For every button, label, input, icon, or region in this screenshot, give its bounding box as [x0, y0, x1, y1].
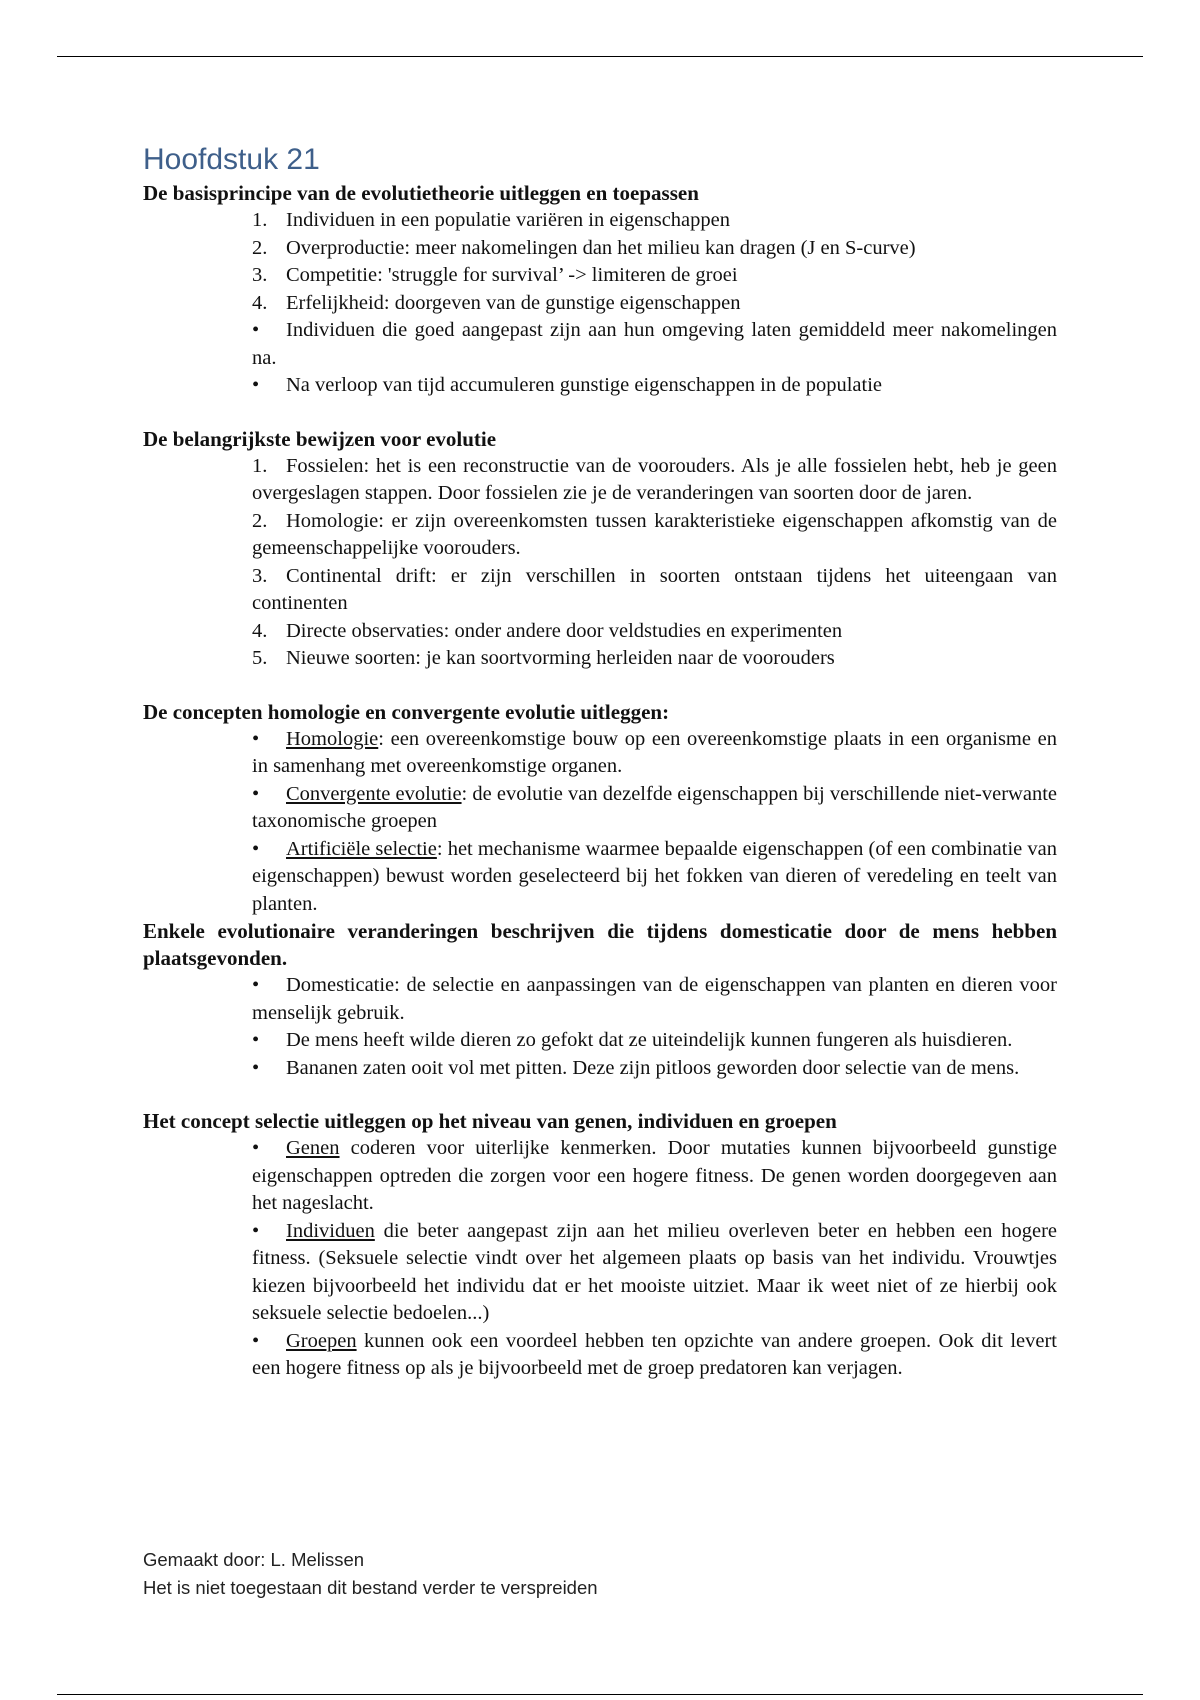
section-heading: De concepten homologie en convergente evolutie uitleggen:: [143, 699, 670, 724]
page-title: Hoofdstuk 21: [143, 143, 320, 176]
list-item: • De mens heeft wilde dieren zo gefokt dat ze uiteindelijk kunnen fungeren als huisdieren.: [252, 1029, 1013, 1051]
list-item: 2. Overproductie: meer nakomelingen dan het milieu kan dragen (J en S-curve): [252, 236, 916, 259]
header-rule: [57, 56, 1143, 57]
section-evidence: [143, 426, 1057, 673]
list-item: 2. Homologie: er zijn overeenkomsten tussen karakteristieke eigenschappen afkomstig van de gemeenschappelijke voorouders.: [252, 509, 1057, 559]
footer-rule: [57, 1694, 1143, 1695]
section-domestication: [143, 918, 1057, 1082]
term: Convergente evolutie: [286, 782, 462, 805]
section-concepts: [143, 699, 1057, 919]
term: Artificiële selectie: [286, 837, 437, 860]
document-page: [143, 140, 1057, 1409]
list-item: • Genen coderen voor uiterlijke kenmerken. Door mutaties kunnen bijvoorbeeld gunstige eigenschappen optreden die zorgen voor een hogere fitness. De genen worden doorgegeven aan het nageslacht.: [252, 1137, 1057, 1214]
list-item: 4. Erfelijkheid: doorgeven van de gunstige eigenschappen: [252, 291, 741, 314]
list-item: • Domesticatie: de selectie en aanpassingen van de eigenschappen van planten en dieren voor menselijk gebruik.: [252, 974, 1057, 1024]
list-item: 4. Directe observaties: onder andere door veldstudies en experimenten: [252, 619, 843, 642]
section-heading: Het concept selectie uitleggen op het niveau van genen, individuen en groepen: [143, 1109, 837, 1133]
section-list: [143, 453, 1057, 673]
list-item: • Individuen die beter aangepast zijn aan het milieu overleven beter en hebben een hogere fitness. (Seksuele selectie vindt over het algemeen plaats op basis van het individu. Vrouwtjes kiezen bijvoorbeeld het individu dat er het mooiste uitziet. Maar ik weet niet of ze hierbij ook seksuele selectie bedoelen...): [252, 1219, 1057, 1324]
section-list: [143, 1135, 1057, 1383]
list-item: 3. Continental drift: er zijn verschillen in soorten ontstaan tijdens het uiteengaan van continenten: [252, 564, 1057, 614]
list-item: 3. Competitie: 'struggle for survival’ -> limiteren de groei: [252, 264, 738, 286]
list-item: • Individuen die goed aangepast zijn aan hun omgeving laten gemiddeld meer nakomelingen na.: [252, 319, 1057, 369]
section-evolution-basics: [143, 180, 1057, 400]
section-heading: Enkele evolutionaire veranderingen beschrijven die tijdens domesticatie door de mens hebben plaatsgevonden.: [143, 919, 1057, 970]
author-line: Gemaakt door: L. Melissen: [143, 1549, 365, 1570]
document-footer: [143, 1546, 598, 1602]
list-item: • Artificiële selectie: het mechanisme waarmee bepaalde eigenschappen (of een combinatie van eigenschappen) bewust worden geselecteerd bij het fokken van dieren of veredeling en teelt van planten.: [252, 837, 1057, 915]
section-heading: De basisprincipe van de evolutietheorie uitleggen en toepassen: [143, 181, 699, 205]
section-list: [143, 726, 1057, 919]
section-list: [143, 207, 1057, 400]
term: Individuen: [286, 1219, 375, 1242]
term: Groepen: [286, 1329, 357, 1352]
section-heading: De belangrijkste bewijzen voor evolutie: [143, 426, 497, 451]
list-item: 1. Individuen in een populatie variëren in eigenschappen: [252, 209, 731, 231]
list-item: • Homologie: een overeenkomstige bouw op een overeenkomstige plaats in een organisme en in samenhang met overeenkomstige organen.: [252, 727, 1057, 777]
term: Homologie: [286, 727, 379, 750]
list-item: • Bananen zaten ooit vol met pitten. Deze zijn pitloos geworden door selectie van de mens.: [252, 1056, 1020, 1079]
list-item: • Convergente evolutie: de evolutie van dezelfde eigenschappen bij verschillende niet-verwante taxonomische groepen: [252, 782, 1057, 832]
copyright-notice: Het is niet toegestaan dit bestand verder te verspreiden: [143, 1577, 598, 1598]
list-item: • Na verloop van tijd accumuleren gunstige eigenschappen in de populatie: [252, 374, 883, 396]
list-item: 1. Fossielen: het is een reconstructie van de voorouders. Als je alle fossielen hebt, heb je geen overgeslagen stappen. Door fossielen zie je de veranderingen van soorten door de jaren.: [252, 454, 1057, 504]
term: Genen: [286, 1137, 340, 1159]
list-item: 5. Nieuwe soorten: je kan soortvorming herleiden naar de voorouders: [252, 647, 835, 669]
section-list: [143, 972, 1057, 1082]
list-item: • Groepen kunnen ook een voordeel hebben ten opzichte van andere groepen. Ook dit levert een hogere fitness op als je bijvoorbeeld met de groep predatoren kan verjagen.: [252, 1329, 1057, 1379]
section-selection-levels: [143, 1108, 1057, 1383]
